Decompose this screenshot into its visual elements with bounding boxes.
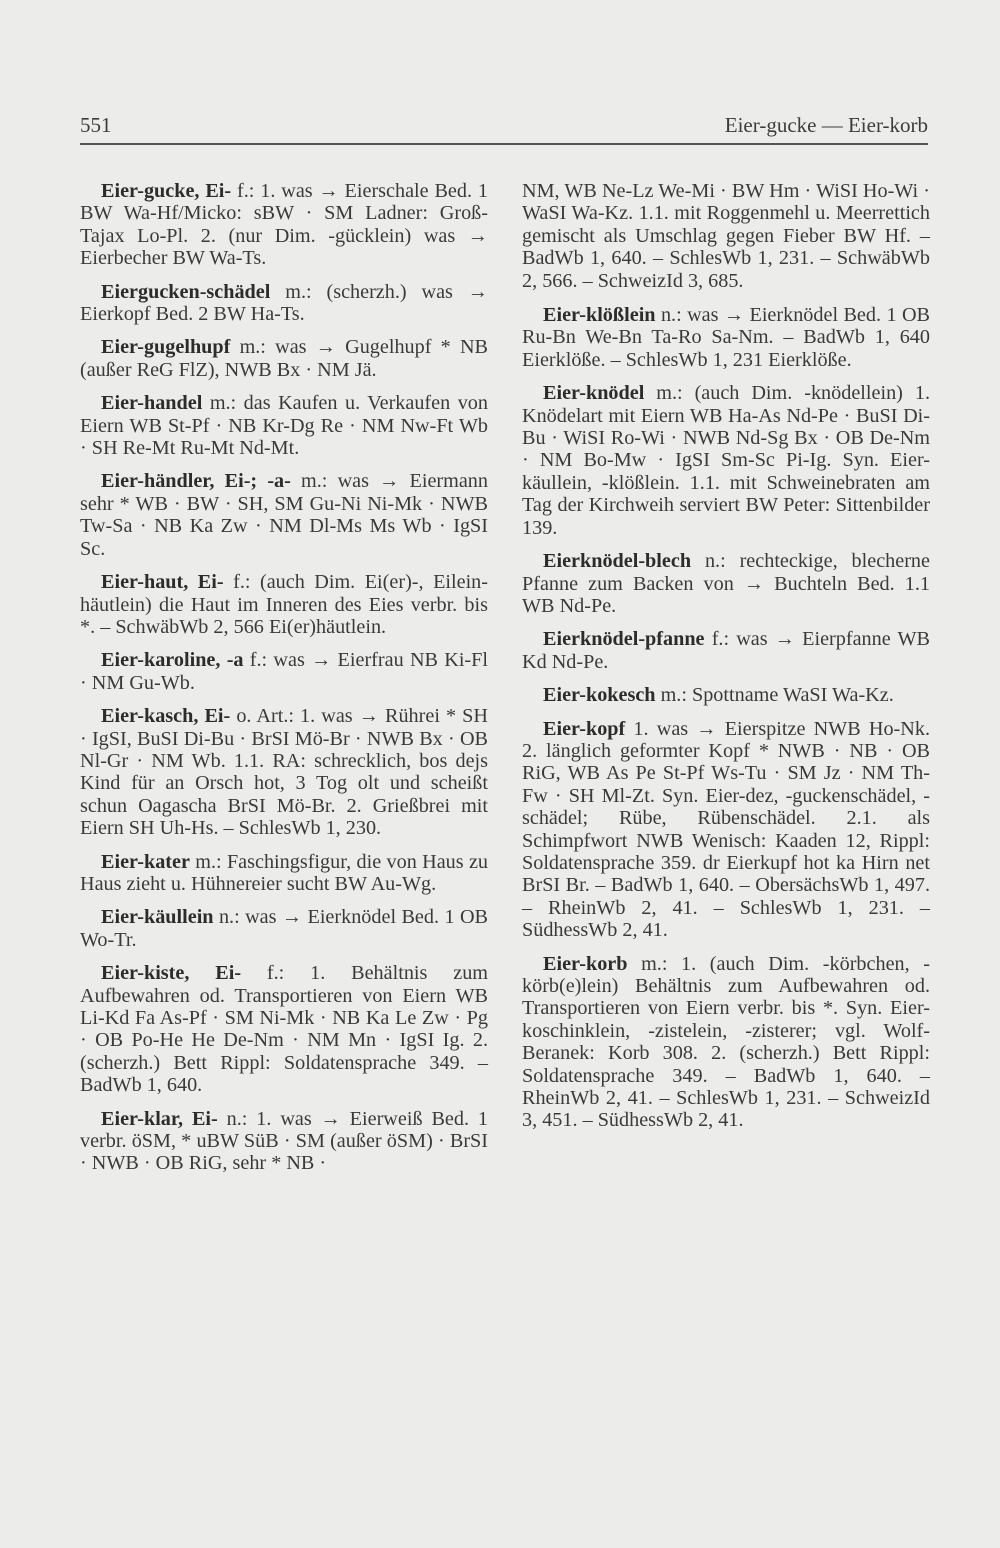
entry-headword: Eierknödel-pfanne	[543, 628, 705, 651]
left-column	[80, 180, 488, 1186]
dictionary-entry	[80, 1108, 488, 1175]
page-number: 551	[80, 113, 112, 137]
entry-headword: Eier-handel	[101, 392, 203, 415]
entry-text: m.: (auch Dim. -knödellein) 1. Knödelart mit Eiern WB Ha-As Nd-Pe · BuSI Di-Bu · WiSI Ro-Wi · NWB Nd-Sg Bx · OB De-Nm · NM Bo-Mw · IgSI Sm-Sc Pi-Ig. Syn. Eier-käullein, -klößlein. 1.1. mit Schweinebraten am Tag der Kirchweih serviert BW Peter: Sittenbilder 139.	[522, 382, 930, 539]
dictionary-entry	[80, 392, 488, 459]
entry-text: f.: was → Eierfrau NB Ki-Fl · NM Gu-Wb.	[80, 649, 488, 694]
entry-text: n.: was → Eierknödel Bed. 1 OB Ru-Bn We-Bn Ta-Ro Sa-Nm. – BadWb 1, 640 Eierklöße. – SchlesWb 1, 231 Eierklöße.	[522, 304, 930, 371]
entry-text: n.: rechteckige, blecherne Pfanne zum Backen von → Buchteln Bed. 1.1 WB Nd-Pe.	[522, 550, 930, 617]
dictionary-entry	[522, 628, 930, 673]
entry-text: 1. was → Eierspitze NWB Ho-Nk. 2. länglich geformter Kopf * NWB · NB · OB RiG, WB As Pe St-Pf Ws-Tu · SM Jz · NM Th-Fw · SH Ml-Zt. Syn. Eier-dez, -guckenschädel, -schädel; Rübe, Rübenschädel. 2.1. als Schimpfwort NWB Wenisch: Kaaden 12, Rippl: Soldatensprache 359. dr Eierkupf hot ka Hirn net BrSI Br. – BadWb 1, 640. – ObersächsWb 1, 497. – RheinWb 2, 41. – SchlesWb 1, 231. – SüdhessWb 2, 41.	[522, 717, 930, 942]
entry-headword: Eier-kiste, Ei-	[101, 962, 242, 985]
dictionary-entry	[80, 851, 488, 896]
entry-text: m.: was → Eiermann sehr * WB · BW · SH, SM Gu-Ni Ni-Mk · NWB Tw-Sa · NB Ka Zw · NM Dl-Ms Ms Wb · IgSI Sc.	[80, 470, 488, 560]
entry-headword: Eier-käullein	[101, 906, 214, 929]
entry-headword: Eier-klößlein	[543, 304, 656, 327]
dictionary-entry	[522, 684, 930, 706]
entry-headword: Eier-händler, Ei-; -a-	[101, 470, 291, 493]
entry-headword: Eier-kokesch	[543, 684, 656, 707]
entry-text: m.: (scherzh.) was → Eierkopf Bed. 2 BW Ha-Ts.	[80, 280, 488, 326]
entry-text: m.: Faschingsfigur, die von Haus zu Haus zieht u. Hühnereier sucht BW Au-Wg.	[80, 850, 488, 895]
entry-headword: Eier-klar, Ei-	[101, 1107, 218, 1130]
entry-text: m.: Spottname WaSI Wa-Kz.	[655, 684, 894, 707]
entry-headword: Eier-karoline, -a	[101, 649, 244, 672]
dictionary-entry	[80, 906, 488, 951]
dictionary-entry	[522, 382, 930, 539]
dictionary-entry	[80, 962, 488, 1096]
entry-headword: Eierknödel-blech	[543, 550, 692, 573]
entry-text: m.: das Kaufen u. Verkaufen von Eiern WB St-Pf · NB Kr-Dg Re · NM Nw-Ft Wb · SH Re-Mt Ru-Mt Nd-Mt.	[80, 392, 488, 460]
right-column	[522, 180, 930, 1143]
running-title: Eier-gucke — Eier-korb	[724, 113, 928, 137]
dictionary-entry	[80, 649, 488, 694]
header-rule	[80, 143, 928, 145]
entry-headword: Eier-korb	[543, 952, 628, 975]
dictionary-entry	[80, 470, 488, 560]
dictionary-entry	[522, 953, 930, 1132]
dictionary-entry	[522, 550, 930, 617]
entry-text: n.: 1. was → Eierweiß Bed. 1 verbr. öSM, * uBW SüB · SM (außer öSM) · BrSI · NWB · OB RiG, sehr * NB ·	[80, 1107, 488, 1175]
entry-headword: Eier-knödel	[543, 382, 645, 405]
dictionary-entry	[80, 705, 488, 839]
entry-headword: Eiergucken-schädel	[101, 280, 271, 303]
dictionary-entry	[522, 718, 930, 942]
entry-text: f.: 1. was → Eierschale Bed. 1 BW Wa-Hf/Micko: sBW · SM Ladner: Groß-Tajax Lo-Pl. 2. (nur Dim. -gücklein) was → Eierbecher BW Wa-Ts.	[80, 180, 488, 270]
entry-text: f.: 1. Behältnis zum Aufbewahren od. Transportieren von Eiern WB Li-Kd Fa As-Pf · SM Ni-Mk · NB Ka Le Zw · Pg · OB Po-He He De-Nm · NM Mn · IgSI Ig. 2. (scherzh.) Bett Rippl: Soldatensprache 349. – BadWb 1, 640.	[80, 962, 489, 1097]
dictionary-entry	[80, 571, 488, 638]
entry-headword: Eier-kater	[101, 850, 190, 873]
entry-headword: Eier-kopf	[543, 717, 626, 740]
dictionary-entry	[80, 180, 488, 270]
entry-text: n.: was → Eierknödel Bed. 1 OB Wo-Tr.	[80, 906, 488, 951]
entry-headword: Eier-gucke, Ei-	[101, 180, 232, 202]
entry-text: NM, WB Ne-Lz We-Mi · BW Hm · WiSI Ho-Wi · WaSI Wa-Kz. 1.1. mit Roggenmehl u. Meerrettich gemischt als Umschlag gegen Fieber BW Hf. – BadWb 1, 640. – SchlesWb 1, 231. – SchwäbWb 2, 566. – SchweizId 3, 685.	[522, 180, 930, 292]
entry-text: f.: (auch Dim. Ei(er)-, Eilein-häutlein) die Haut im Inneren des Eies verbr. bis *. – SchwäbWb 2, 566 Ei(er)häutlein.	[80, 571, 488, 638]
dictionary-entry	[80, 336, 488, 381]
entry-text: m.: was → Gugelhupf * NB (außer ReG FlZ), NWB Bx · NM Jä.	[80, 336, 488, 381]
dictionary-entry	[522, 304, 930, 371]
entry-headword: Eier-gugelhupf	[101, 336, 231, 359]
entry-text: f.: was → Eierpfanne WB Kd Nd-Pe.	[522, 628, 930, 673]
dictionary-entry	[522, 180, 930, 292]
entry-text: m.: 1. (auch Dim. -körbchen, -körb(e)lein) Behältnis zum Aufbewahren od. Transportieren von Eiern verbr. bis *. Syn. Eier-koschinklein, -zistelein, -zisterer; vgl. Wolf-Beranek: Korb 308. 2. (scherzh.) Bett Rippl: Soldatensprache 349. – BadWb 1, 640. – RheinWb 2, 41. – SchlesWb 1, 231. – SchweizId 3, 451. – SüdhessWb 2, 41.	[522, 952, 930, 1132]
entry-headword: Eier-haut, Ei-	[101, 571, 224, 594]
dictionary-entry	[80, 281, 488, 326]
entry-text: o. Art.: 1. was → Rührei * SH · IgSI, BuSI Di-Bu · BrSI Mö-Br · NWB Bx · OB Nl-Gr · NM Wb. 1.1. RA: schrecklich, bos dejs Kind für an Orsch hot, 3 Tog olt und scheißt schun Oagascha BrSI Mö-Br. 2. Grießbrei mit Eiern SH Uh-Hs. – SchlesWb 1, 230.	[80, 705, 488, 840]
entry-headword: Eier-kasch, Ei-	[101, 705, 231, 728]
